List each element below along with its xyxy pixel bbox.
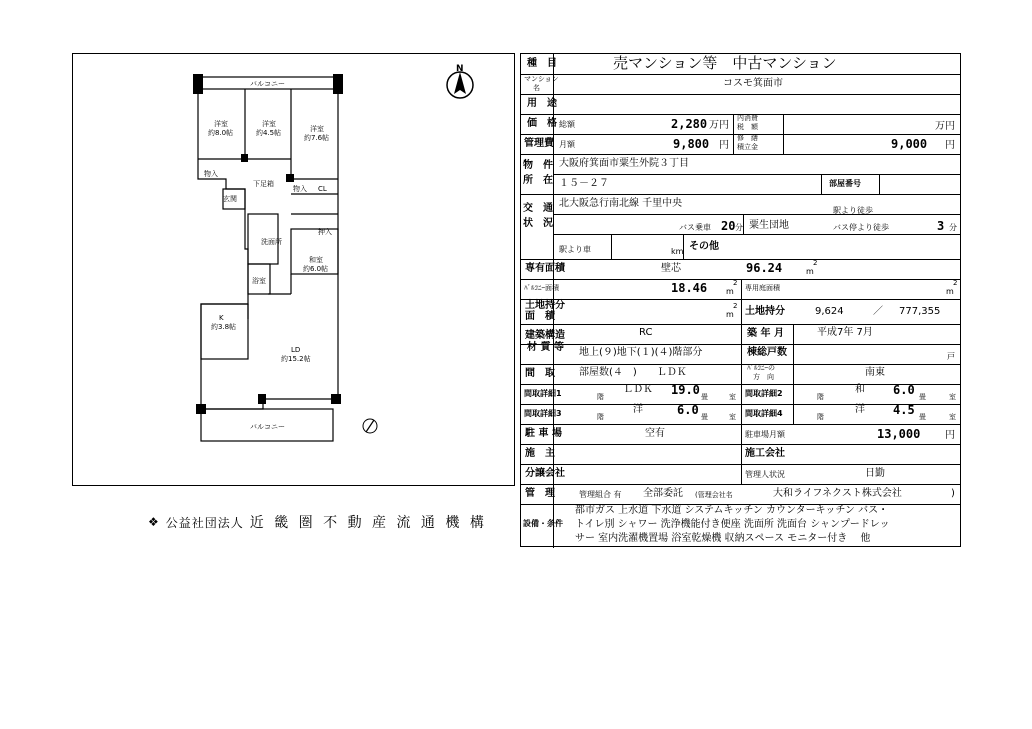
unit-tax: 万円 xyxy=(935,121,955,132)
label-usage: 用 途 xyxy=(527,98,557,109)
floor-plan-frame xyxy=(72,53,515,486)
value-balcony-area: 18.46 xyxy=(671,281,708,295)
plan-label-kitchen-size: 約3.8帖 xyxy=(211,323,237,331)
value-mgmt-company: 大和ライフネクスト株式会社 xyxy=(773,488,902,499)
value-detail-1-type: ＬＤＫ xyxy=(623,384,653,395)
label-detail-4: 間取詳細4 xyxy=(745,409,783,418)
plan-label-hall: 玄関 xyxy=(223,195,237,203)
value-detail-2-type: 和 xyxy=(855,384,865,395)
label-parking-fee: 駐車場月額 xyxy=(745,430,785,439)
label-tax-1: 内消費 xyxy=(737,114,758,122)
value-built: 平成7年 7月 xyxy=(817,327,873,338)
unit-garden-area: m xyxy=(946,287,954,296)
value-manager: 日勤 xyxy=(865,468,885,479)
north-arrow-icon xyxy=(447,72,473,98)
label-car: 駅より車 xyxy=(559,245,591,254)
plan-label-closet: CL xyxy=(318,185,327,193)
plan-label-entry-storage: 下足箱 xyxy=(253,180,274,188)
unit-detail-3-jo: 畳 xyxy=(701,413,708,421)
unit-detail-2-room: 室 xyxy=(949,393,956,401)
label-detail-3: 間取詳細3 xyxy=(524,409,562,418)
plan-label-room1-size: 約8.0帖 xyxy=(208,129,234,137)
plan-label-room1: 洋室 xyxy=(214,120,228,128)
label-land-1: 土地持分 xyxy=(525,300,565,311)
label-management: 管 理 xyxy=(525,488,555,499)
value-detail-3-type: 洋 xyxy=(633,404,643,415)
value-mgmt-fee: 9,800 xyxy=(673,137,710,151)
label-mgmt-fee: 管理費 xyxy=(524,138,554,149)
plan-label-ld-size: 約15.2帖 xyxy=(281,355,311,363)
unit-repair: 円 xyxy=(945,140,955,151)
label-other: その他 xyxy=(689,241,719,252)
label-built: 築 年 月 xyxy=(747,328,784,339)
plan-label-room3-size: 約7.6帖 xyxy=(304,134,330,142)
plan-label-storage2: 物入 xyxy=(293,185,307,193)
equipment-line-1: 都市ガス 上水道 下水道 システムキッチン カウンターキッチン バス・ xyxy=(575,505,889,516)
label-direction-2: 方 向 xyxy=(753,373,774,381)
label-exclusive-area: 専有面積 xyxy=(525,263,565,274)
value-land-share-sep: ／ xyxy=(873,306,883,317)
value-land-share-den: 777,355 xyxy=(899,306,941,317)
north-label: N xyxy=(456,64,464,74)
unit-balcony-area: m xyxy=(726,287,734,296)
label-detail-1: 間取詳細1 xyxy=(524,389,562,398)
label-land-2: 面 積 xyxy=(525,311,555,322)
value-detail-3-size: 6.0 xyxy=(677,403,699,417)
label-developer: 分譲会社 xyxy=(525,468,565,479)
unit-units: 戸 xyxy=(947,352,955,361)
value-structure: RC xyxy=(639,327,653,338)
sup-exclusive-area: 2 xyxy=(813,259,818,267)
value-direction: 南東 xyxy=(865,367,885,378)
label-walk-stop: バス停より徒歩 xyxy=(833,223,889,232)
label-type: 種 目 xyxy=(527,58,557,69)
unit-detail-4-room: 室 xyxy=(949,413,956,421)
label-structure-2: 材 質 等 xyxy=(527,342,564,353)
label-manager: 管理人状況 xyxy=(745,470,785,479)
floor-plan-drawing xyxy=(73,54,513,484)
plan-label-room2-size: 約4.5帖 xyxy=(256,129,282,137)
plan-label-wash: 洗面所 xyxy=(261,238,282,246)
value-parking: 空有 xyxy=(645,428,665,439)
label-price: 価 格 xyxy=(527,118,557,129)
plan-label-balcony-bottom: バルコニー xyxy=(250,423,285,431)
unit-car: km xyxy=(671,247,684,256)
label-transport-1: 交 通 xyxy=(523,203,553,214)
label-detail-1-floor: 階 xyxy=(597,393,604,401)
label-mgmt-association: 管理組合 有 xyxy=(579,490,622,499)
plan-label-storage1: 物入 xyxy=(204,170,218,178)
label-garden-area: 専用庭面積 xyxy=(745,284,780,292)
plan-label-storage3: 押入 xyxy=(318,228,332,236)
value-parking-fee: 13,000 xyxy=(877,427,921,441)
close-paren: ) xyxy=(951,488,955,499)
plan-label-bath: 浴室 xyxy=(252,277,266,285)
value-walk-stop: 3 xyxy=(937,219,945,233)
label-mgmt-company: (管理会社名 xyxy=(695,491,733,499)
plan-label-wa-size: 約6.0帖 xyxy=(303,265,329,273)
plan-label-wa: 和室 xyxy=(309,256,323,264)
label-land-share: 土地持分 xyxy=(745,306,785,317)
label-mansion-2: 名 xyxy=(533,84,540,92)
value-floors: 地上(９)地下(１)(４)階部分 xyxy=(579,347,703,358)
property-sheet xyxy=(520,53,961,547)
plan-label-balcony-top: バルコニー xyxy=(250,80,285,88)
label-total: 総額 xyxy=(559,120,575,129)
value-address-1: 大阪府箕面市粟生外院３丁目 xyxy=(559,158,689,169)
value-mgmt-form: 全部委託 xyxy=(643,488,683,499)
plan-label-room3: 洋室 xyxy=(310,125,324,133)
organization-prefix: 公益社団法人 xyxy=(165,515,244,530)
label-address-2: 所 在 xyxy=(523,175,553,186)
unit-detail-1-jo: 畳 xyxy=(701,393,708,401)
unit-walk-stop: 分 xyxy=(949,223,957,232)
value-price: 2,280 xyxy=(671,117,708,131)
label-direction-1: ﾊﾞﾙｺﾆｰの xyxy=(747,364,775,372)
value-land-share-num: 9,624 xyxy=(815,306,844,317)
sup-land: 2 xyxy=(733,302,738,310)
label-bus: バス乗車 xyxy=(679,223,711,232)
unit-exclusive-area: m xyxy=(806,267,814,276)
label-repair-1: 修 繕 xyxy=(737,134,758,142)
unit-price: 万円 xyxy=(709,120,729,131)
unit-detail-4-jo: 畳 xyxy=(919,413,926,421)
unit-parking-fee: 円 xyxy=(945,430,955,441)
label-address-1: 物 件 xyxy=(523,160,553,171)
organization-logo-icon: ❖ xyxy=(148,515,160,529)
plan-label-room2: 洋室 xyxy=(262,120,276,128)
label-mansion-1: マンション xyxy=(524,75,559,83)
label-builder: 施工会社 xyxy=(745,448,785,459)
unit-land: m xyxy=(726,310,734,319)
label-balcony-area: ﾊﾞﾙｺﾆｰ面積 xyxy=(524,284,559,292)
sup-garden-area: 2 xyxy=(953,279,958,287)
value-detail-1-size: 19.0 xyxy=(671,383,700,397)
unit-detail-3-room: 室 xyxy=(729,413,736,421)
unit-detail-2-jo: 畳 xyxy=(919,393,926,401)
value-exclusive-area: 96.24 xyxy=(746,261,783,275)
label-detail-2-floor: 階 xyxy=(817,393,824,401)
sup-balcony-area: 2 xyxy=(733,279,738,287)
equipment-line-3: サー 室内洗濯機置場 浴室乾燥機 収納スペース モニター付き 他 xyxy=(575,533,871,544)
unit-bus: 分 xyxy=(735,223,743,232)
unit-mgmt-fee: 円 xyxy=(719,140,729,151)
label-units: 棟総戸数 xyxy=(747,347,787,358)
label-repair-2: 積立金 xyxy=(737,143,758,151)
value-bus-stop: 粟生団地 xyxy=(749,220,789,231)
label-tax-2: 税 額 xyxy=(737,123,758,131)
value-area-kind: 壁芯 xyxy=(661,263,681,274)
unit-detail-1-room: 室 xyxy=(729,393,736,401)
value-type: 売マンション等 中古マンション xyxy=(613,54,837,72)
label-layout: 間 取 xyxy=(525,368,555,379)
label-detail-3-floor: 階 xyxy=(597,413,604,421)
value-mansion-name: コスモ箕面市 xyxy=(723,78,783,89)
label-equipment: 設備・条件 xyxy=(523,519,563,528)
organization-footer xyxy=(148,512,487,532)
label-monthly: 月額 xyxy=(559,140,575,149)
value-detail-4-type: 洋 xyxy=(855,404,865,415)
value-layout: 部屋数(４ ) ＬＤＫ xyxy=(579,367,687,378)
value-repair: 9,000 xyxy=(891,137,928,151)
label-parking: 駐 車 場 xyxy=(525,428,562,439)
organization-name: 近 畿 圏 不 動 産 流 通 機 構 xyxy=(249,515,487,531)
label-walk-station: 駅より徒歩 xyxy=(833,206,873,215)
plan-label-kitchen: K xyxy=(219,314,224,322)
label-owner: 施 主 xyxy=(525,448,555,459)
label-structure-1: 建築構造 xyxy=(525,330,565,341)
label-detail-4-floor: 階 xyxy=(817,413,824,421)
value-bus: 20 xyxy=(721,219,736,233)
value-line: 北大阪急行南北線 千里中央 xyxy=(559,198,683,209)
label-detail-2: 間取詳細2 xyxy=(745,389,783,398)
value-address-2: １５－２７ xyxy=(559,178,609,189)
value-detail-4-size: 4.5 xyxy=(893,403,915,417)
label-transport-2: 状 況 xyxy=(523,218,553,229)
label-room-number: 部屋番号 xyxy=(829,179,861,188)
value-detail-2-size: 6.0 xyxy=(893,383,915,397)
equipment-line-2: トイレ別 シャワー 洗浄機能付き便座 洗面所 洗面台 シャンプードレッ xyxy=(575,519,890,530)
plan-label-ld: LD xyxy=(291,346,301,354)
